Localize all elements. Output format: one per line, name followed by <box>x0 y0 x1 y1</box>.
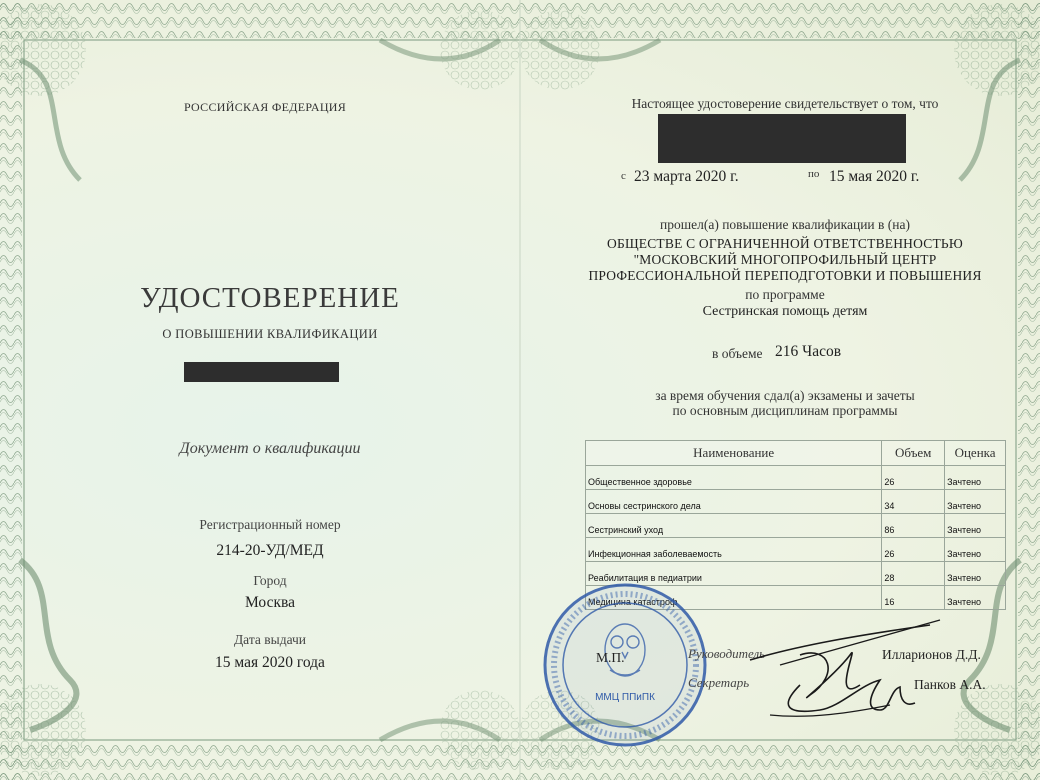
subject-name: Реабилитация в педиатрии <box>586 562 882 586</box>
seal-text: ММЦ ППиПК <box>595 692 655 703</box>
to-date: 15 мая 2020 г. <box>829 168 920 185</box>
issue-date-value: 15 мая 2020 года <box>215 654 325 671</box>
from-prefix: с <box>621 170 626 182</box>
subject-hours: 26 <box>882 538 945 562</box>
to-prefix: по <box>808 168 820 180</box>
country-label: РОССИЙСКАЯ ФЕДЕРАЦИЯ <box>183 100 347 114</box>
subject-grade: Зачтено <box>945 562 1006 586</box>
table-row <box>586 490 1006 514</box>
table-row <box>586 466 1006 490</box>
subject-grade: Зачтено <box>945 538 1006 562</box>
subject-name: Сестринский уход <box>586 514 882 538</box>
registration-label: Регистрационный номер <box>199 517 341 532</box>
subject-grade: Зачтено <box>945 466 1006 490</box>
subject-hours: 28 <box>882 562 945 586</box>
organization-name <box>560 236 1010 284</box>
issue-date-label: Дата выдачи <box>233 632 307 647</box>
subject-grade: Зачтено <box>945 490 1006 514</box>
subject-name: Общественное здоровье <box>586 466 882 490</box>
subject-hours: 34 <box>882 490 945 514</box>
subject-name: Инфекционная заболеваемость <box>586 538 882 562</box>
signature-drawing <box>740 615 970 725</box>
volume-prefix: в объеме <box>712 346 763 361</box>
table-header-row <box>586 441 1006 466</box>
subject-grade: Зачтено <box>945 514 1006 538</box>
exams-line-2: по основным дисциплинам программы <box>672 403 898 418</box>
document-type: Документ о квалификации <box>179 440 361 457</box>
subject-hours: 26 <box>882 466 945 490</box>
head-name: Илларионов Д.Д. <box>882 647 981 662</box>
official-seal <box>540 580 710 750</box>
secretary-label: Секретарь <box>688 675 750 690</box>
subject-name: Основы сестринского дела <box>586 490 882 514</box>
city-label: Город <box>253 573 287 588</box>
header-volume: Объем <box>882 441 945 466</box>
volume-value: 216 Часов <box>775 343 842 360</box>
certificate-subtitle: О ПОВЫШЕНИИ КВАЛИФИКАЦИИ <box>162 327 378 341</box>
program-name: Сестринская помощь детям <box>702 304 868 319</box>
table-row <box>586 538 1006 562</box>
subject-hours: 16 <box>882 586 945 610</box>
intro-text: Настоящее удостоверение свидетельствует о том, что <box>631 96 939 111</box>
certificate-title: УДОСТОВЕРЕНИЕ <box>140 282 400 314</box>
header-grade: Оценка <box>945 441 1006 466</box>
city-value: Москва <box>245 594 295 611</box>
exams-line-1: за время обучения сдал(а) экзамены и зачеты <box>655 388 915 403</box>
table-row <box>586 514 1006 538</box>
subject-grade: Зачтено <box>945 586 1006 610</box>
redacted-number-block <box>184 362 339 382</box>
organization-line-2: "МОСКОВСКИЙ МНОГОПРОФИЛЬНЫЙ ЦЕНТР <box>633 252 937 267</box>
head-label: Руководитель <box>688 646 766 661</box>
registration-number: 214-20-УД/МЕД <box>216 542 324 559</box>
stamp-place-label: М.П. <box>596 650 625 665</box>
subject-hours: 86 <box>882 514 945 538</box>
passed-text: прошел(а) повышение квалификации в (на) <box>660 217 910 232</box>
organization-line-1: ОБЩЕСТВЕ С ОГРАНИЧЕННОЙ ОТВЕТСТВЕННОСТЬЮ <box>607 236 963 251</box>
from-date: 23 марта 2020 г. <box>634 168 739 185</box>
header-name: Наименование <box>586 441 882 466</box>
redacted-name-block <box>658 114 906 163</box>
secretary-name: Панков А.А. <box>914 677 986 692</box>
organization-line-3: ПРОФЕССИОНАЛЬНОЙ ПЕРЕПОДГОТОВКИ И ПОВЫШЕНИЯ <box>588 268 982 283</box>
by-program-label: по программе <box>745 287 825 302</box>
